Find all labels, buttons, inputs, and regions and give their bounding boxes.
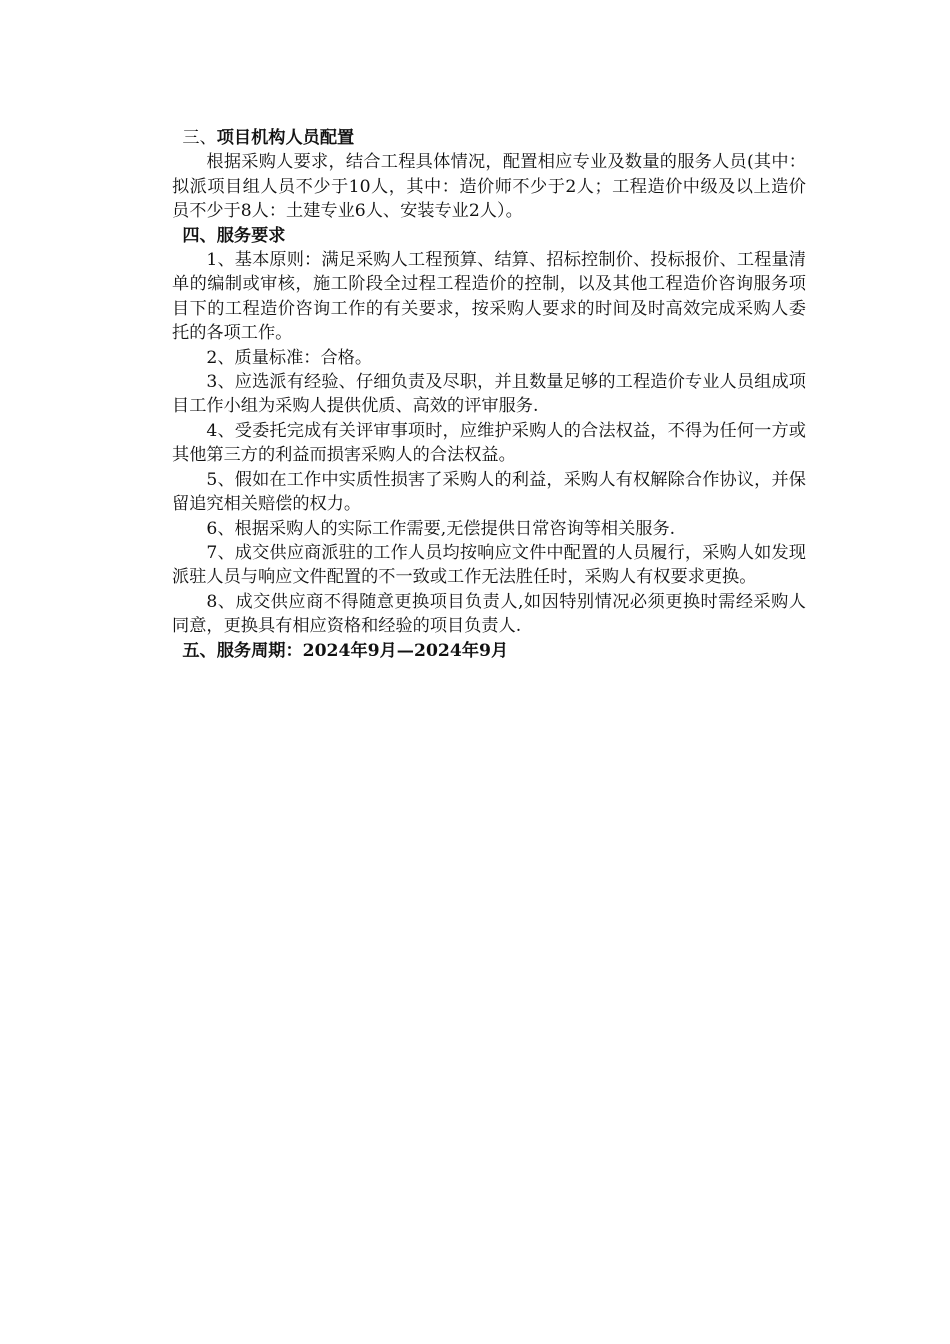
- service-item-8: 8、成交供应商不得随意更换项目负责人,如因特别情况必须更换时需经采购人同意，更换具有相应资格和经验的项目负责人.: [172, 591, 806, 637]
- service-item-3: 3、应选派有经验、仔细负责及尽职，并且数量足够的工程造价专业人员组成项目工作小组为采购人提供优质、高效的评审服务.: [172, 372, 806, 417]
- service-item-6: 6、根据采购人的实际工作需要,无偿提供日常咨询等相关服务.: [206, 518, 676, 539]
- service-item-4: 4、受委托完成有关评审事项时，应维护采购人的合法权益，不得为任何一方或其他第三方的利益而损害采购人的合法权益。: [172, 420, 806, 466]
- section-4-heading: 四、服务要求: [182, 225, 286, 246]
- section-3-title: 项目机构人员配置: [216, 128, 355, 148]
- service-item-2: 2、质量标准：合格。: [206, 347, 373, 368]
- section-3-number: 三、: [182, 128, 217, 148]
- document-content: [172, 126, 806, 663]
- service-item-7: 7、成交供应商派驻的工作人员均按响应文件中配置的人员履行，采购人如发现派驻人员与响应文件配置的不一致或工作无法胜任时，采购人有权要求更换。: [172, 542, 806, 588]
- service-item-1: 1、基本原则：满足采购人工程预算、结算、招标控制价、投标报价、工程量清单的编制或审核，施工阶段全过程工程造价的控制，以及其他工程造价咨询服务项目下的工程造价咨询工作的有关要求，按采购人要求的时间及时高效完成采购人委托的各项工作。: [172, 250, 806, 344]
- section-3-body: 根据采购人要求，结合工程具体情况，配置相应专业及数量的服务人员(其中：拟派项目组人员不少于10人，其中：造价师不少于2人；工程造价中级及以上造价员不少于8人：土建专业6人、安装专业2人）。: [172, 152, 806, 222]
- section-5-heading: 五、服务周期：2024年9月—2024年9月: [182, 640, 509, 661]
- section-3-heading: [172, 126, 806, 150]
- service-item-5: 5、假如在工作中实质性损害了采购人的利益，采购人有权解除合作协议，并保留追究相关赔偿的权力。: [172, 469, 806, 515]
